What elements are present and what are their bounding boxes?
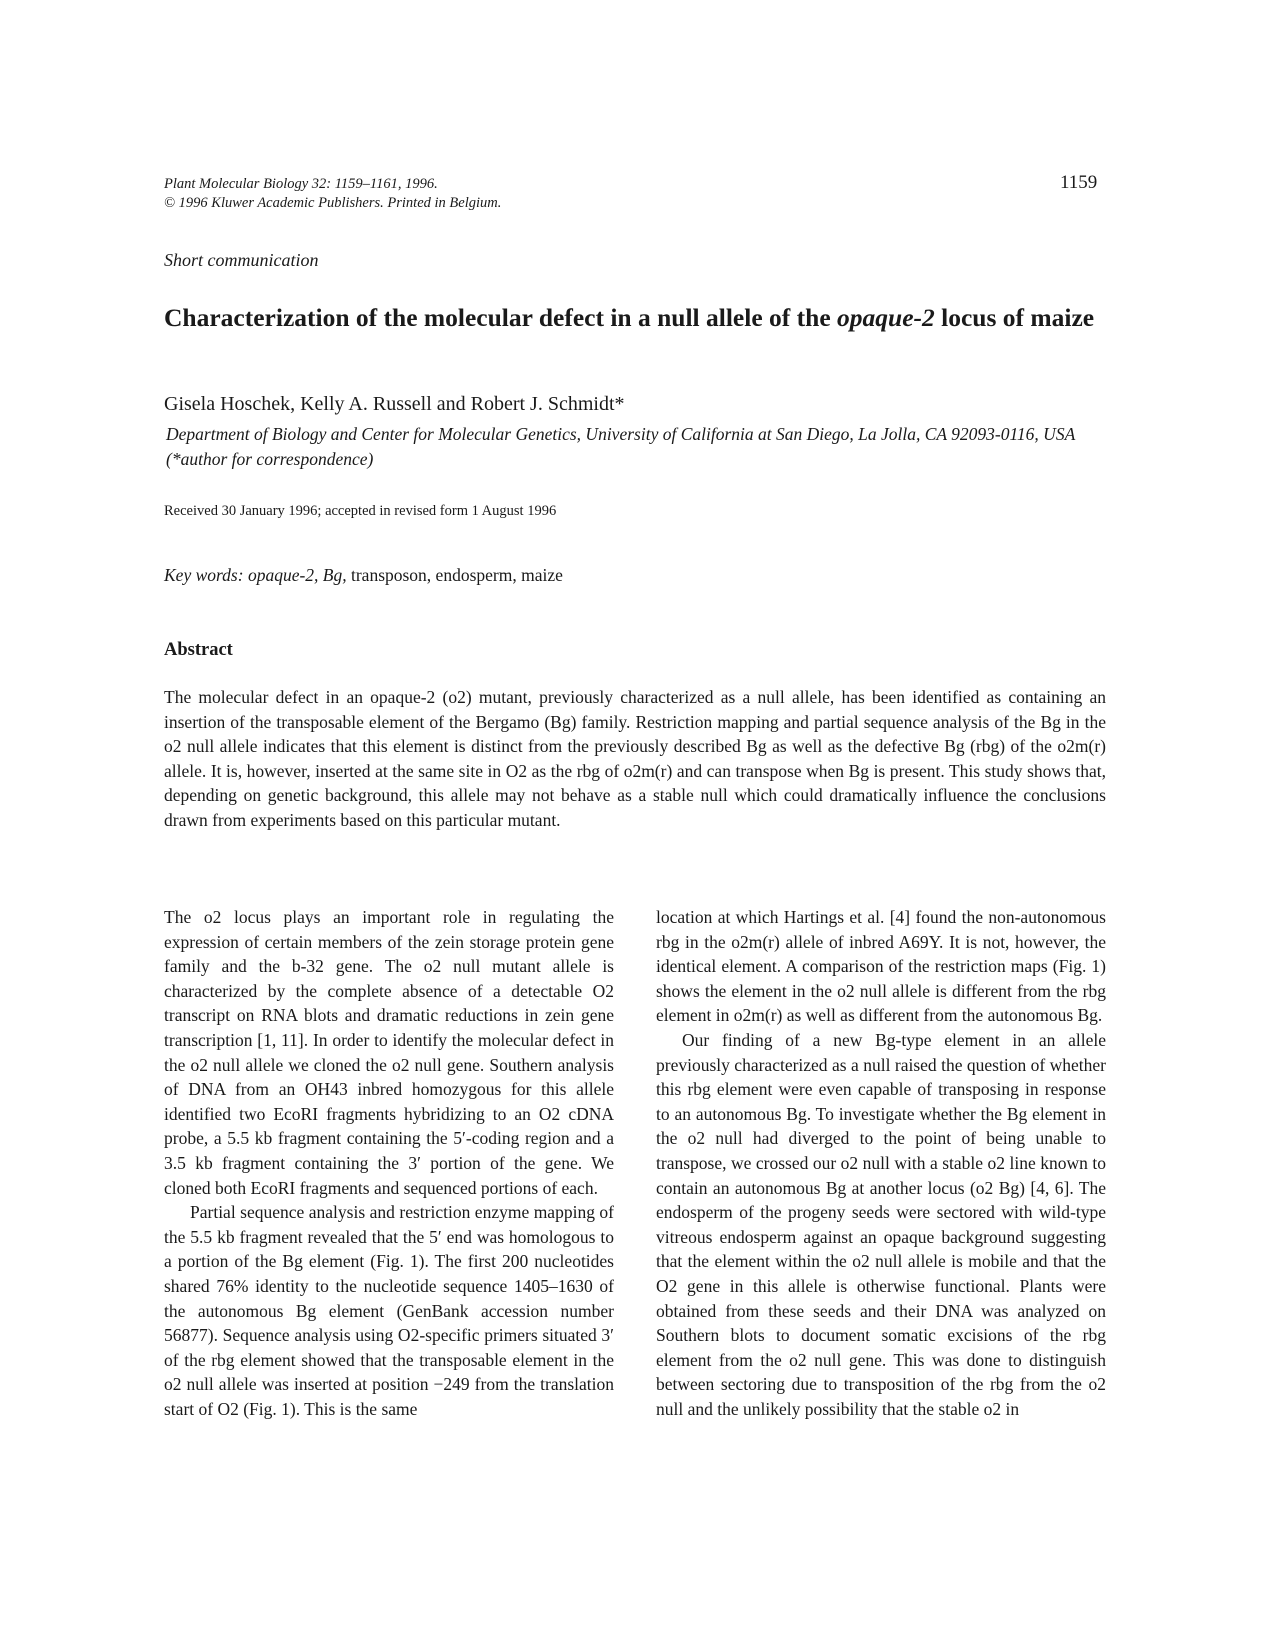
keywords-italic: opaque-2, Bg, xyxy=(247,565,347,585)
paragraph-1: The o2 locus plays an important role in regulating the expression of certain members of the zein storage protein gene family and the b-32 gene. The o2 null mutant allele is characterized by the complete absence of a detectable O2 transcript on RNA blots and dramatic reductions in zein gene transcription [1, 11]. In order to identify the molecular defect in the o2 null allele we cloned the o2 null gene. Southern analysis of DNA from an OH43 inbred homozygous for this allele identified two EcoRI fragments hybridizing to an O2 cDNA probe, a 5.5 kb fragment containing the 5′-coding region and a 3.5 kb fragment containing the 3′ portion of the gene. We cloned both EcoRI fragments and sequenced portions of each. xyxy=(164,907,614,1198)
body-column-right xyxy=(656,905,1106,1421)
keywords-rest: transposon, endosperm, maize xyxy=(350,565,563,585)
affiliation: Department of Biology and Center for Molecular Genetics, University of California at San Diego, La Jolla, CA 92093-0116, USA (*author for correspondence) xyxy=(166,424,1075,469)
article-title xyxy=(164,302,1104,333)
abstract-text: The molecular defect in an opaque-2 (o2) mutant, previously characterized as a null allele, has been identified as containing an insertion of the transposable element of the Bergamo (Bg) family. Restriction mapping and partial sequence analysis of the Bg in the o2 null allele indicates that this element is distinct from the previously described Bg as well as the defective Bg (rbg) of the o2m(r) allele. It is, however, inserted at the same site in O2 as the rbg of o2m(r) and can transpose when Bg is present. This study shows that, depending on genetic background, this allele may not behave as a stable null which could dramatically influence the conclusions drawn from experiments based on this particular mutant. xyxy=(164,687,1106,830)
body-column-left xyxy=(164,905,614,1421)
title-main: Characterization of the molecular defect in a null allele of the xyxy=(164,303,831,332)
paragraph-4: Our finding of a new Bg-type element in an allele previously characterized as a null raised the question of whether this rbg element were even capable of transposing in response to an autonomous Bg. To investigate whether the Bg element in the o2 null had diverged to the point of being unable to transpose, we crossed our o2 null with a stable o2 line known to contain an autonomous Bg at another locus (o2 Bg) [4, 6]. The endosperm of the progeny seeds were sectored with wild-type vitreous endosperm against an opaque background suggesting that the element within the o2 null allele is mobile and that the O2 gene in this allele is otherwise functional. Plants were obtained from these seeds and their DNA was analyzed on Southern blots to document somatic excisions of the rbg element from the o2 null gene. This was done to distinguish between sectoring due to transposition of the rbg from the o2 null and the unlikely possibility that the stable o2 in xyxy=(656,1029,1106,1419)
abstract-heading: Abstract xyxy=(164,640,233,660)
title-gene: opaque-2 xyxy=(837,303,935,332)
paragraph-2: Partial sequence analysis and restriction enzyme mapping of the 5.5 kb fragment revealed that the 5′ end was homologous to a portion of the Bg element (Fig. 1). The first 200 nucleotides shared 76% identity to the nucleotide sequence 1405–1630 of the autonomous Bg element (GenBank accession number 56877). Sequence analysis using O2-specific primers situated 3′ of the rbg element showed that the transposable element in the o2 null allele was inserted at position −249 from the translation start of O2 (Fig. 1). This is the same xyxy=(164,1202,614,1419)
page-number: 1159 xyxy=(1060,172,1098,193)
journal-line-2: © 1996 Kluwer Academic Publishers. Printed in Belgium. xyxy=(164,195,502,211)
article-type: Short communication xyxy=(164,250,319,270)
authors: Gisela Hoschek, Kelly A. Russell and Robert J. Schmidt* xyxy=(164,393,625,415)
keywords xyxy=(164,565,563,586)
paragraph-3: location at which Hartings et al. [4] found the non-autonomous rbg in the o2m(r) allele of inbred A69Y. It is not, however, the identical element. A comparison of the restriction maps (Fig. 1) shows the element in the o2 null allele is different from the rbg element in o2m(r) as well as different from the autonomous Bg. xyxy=(656,907,1106,1026)
keywords-label: Key words: xyxy=(164,565,244,585)
journal-line-1: Plant Molecular Biology 32: 1159–1161, 1996. xyxy=(164,176,438,192)
journal-citation xyxy=(164,175,501,213)
received-dates: Received 30 January 1996; accepted in revised form 1 August 1996 xyxy=(164,503,557,519)
title-end: locus of maize xyxy=(941,303,1095,332)
